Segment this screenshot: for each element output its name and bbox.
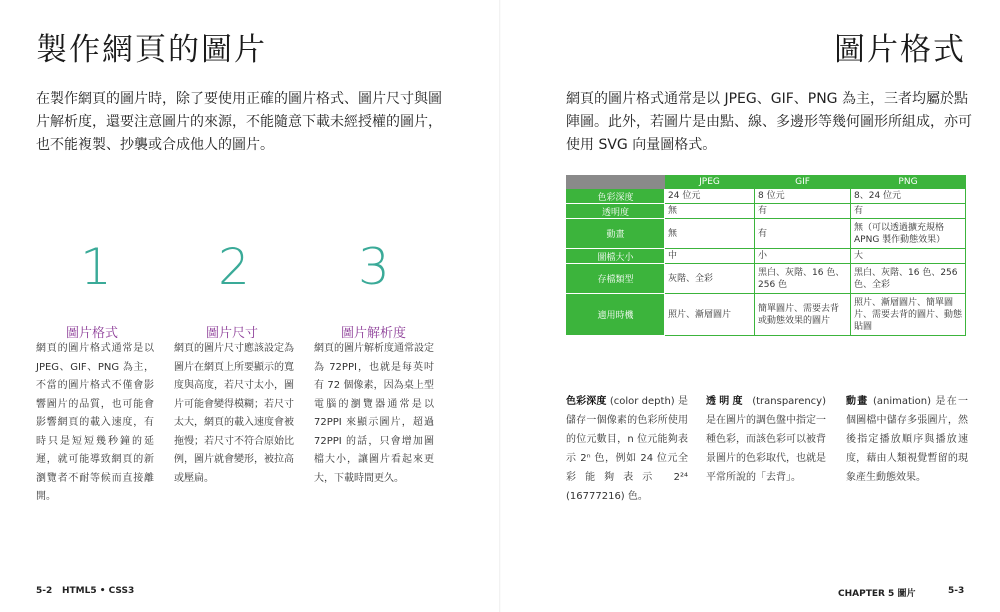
table-cell: 大 bbox=[851, 249, 966, 264]
column-number-1: 1 bbox=[80, 238, 112, 296]
table-cell: 8、24 位元 bbox=[851, 189, 966, 204]
column-heading-format: 圖片格式 bbox=[66, 326, 119, 341]
table-cell: 有 bbox=[755, 204, 851, 219]
column-number-2: 2 bbox=[218, 238, 250, 296]
intro-paragraph-right: 網頁的圖片格式通常是以 JPEG、GIF、PNG 為主，三者均屬於點陣圖。此外，若圖片是由點、線、多邊形等幾何圖形所組成，亦可使用 SVG 向量圖格式。 bbox=[566, 91, 972, 153]
table-cell: 黑白、灰階、16 色、256 色、全彩 bbox=[851, 264, 966, 294]
note-text: (color depth) 是儲存一個像素的色彩所使用的位元數目，n 位元能夠表示 2ⁿ 色，例如 24 位元全彩能夠表示 2²⁴ (16777216) 色。 bbox=[566, 396, 688, 502]
table-row bbox=[567, 249, 966, 264]
table-header-row bbox=[567, 176, 966, 189]
table-row bbox=[567, 204, 966, 219]
table-cell: 8 位元 bbox=[755, 189, 851, 204]
table-header-cell: PNG bbox=[851, 176, 966, 189]
column-number-3: 3 bbox=[358, 238, 390, 296]
note-transparency bbox=[706, 392, 826, 487]
table-row-label: 動畫 bbox=[567, 219, 665, 249]
table-cell: 照片、漸層圖片、簡單圖片、需要去背的圖片、動態貼圖 bbox=[851, 294, 966, 336]
table-row-label: 圖檔大小 bbox=[567, 249, 665, 264]
table-cell: 無 bbox=[665, 219, 755, 249]
note-text: (transparency) 是在圖片的調色盤中指定一種色彩，而該色彩可以被背景圖片的色彩取代，也就是平常所說的「去背」。 bbox=[706, 396, 827, 483]
page-title-left: 製作網頁的圖片 bbox=[36, 32, 267, 68]
table-row-label: 適用時機 bbox=[567, 294, 665, 336]
note-term: 色彩深度 bbox=[566, 396, 607, 407]
footer-page-number-right: 5-3 bbox=[948, 586, 965, 596]
table-cell: 中 bbox=[665, 249, 755, 264]
column-text-format: 網頁的圖片格式通常是以JPEG、GIF、PNG 為主，不當的圖片格式不僅會影響圖片的品質，也可能會影響網頁的載入速度，有時只是短短幾秒鐘的延遲，就可能導致網頁的新瀏覽者不耐等候而直接離開。 bbox=[36, 343, 154, 502]
footer-chapter: CHAPTER 5 圖片 bbox=[838, 589, 916, 599]
note-term: 透明度 bbox=[706, 396, 746, 407]
note-color-depth bbox=[566, 392, 688, 506]
column-text-size: 網頁的圖片尺寸應該設定為圖片在網頁上所要顯示的寬度與高度，若尺寸太小，圖片可能會變得模糊；若尺寸太大，網頁的載入速度會被拖慢；若尺寸不符合原始比例，圖片就會變形，被拉高或壓扁。 bbox=[174, 343, 294, 484]
intro-paragraph-left: 在製作網頁的圖片時，除了要使用正確的圖片格式、圖片尺寸與圖片解析度，還要注意圖片的來源，不能隨意下載未經授權的圖片，也不能複製、抄襲或合成他人的圖片。 bbox=[36, 91, 442, 153]
table-row-label: 透明度 bbox=[567, 204, 665, 219]
table-row bbox=[567, 189, 966, 204]
table-cell: 有 bbox=[755, 219, 851, 249]
image-format-table bbox=[566, 175, 966, 336]
table-cell: 24 位元 bbox=[665, 189, 755, 204]
table-cell: 無（可以透過擴充規格 APNG 製作動態效果） bbox=[851, 219, 966, 249]
table-row bbox=[567, 219, 966, 249]
table-cell: 灰階、全彩 bbox=[665, 264, 755, 294]
table-header-cell: JPEG bbox=[665, 176, 755, 189]
table-row-label: 存檔類型 bbox=[567, 264, 665, 294]
table-cell: 有 bbox=[851, 204, 966, 219]
table-header-cell: GIF bbox=[755, 176, 851, 189]
table-cell: 簡單圖片、需要去背或動態效果的圖片 bbox=[755, 294, 851, 336]
table-row bbox=[567, 264, 966, 294]
column-heading-size: 圖片尺寸 bbox=[206, 326, 259, 341]
table-cell: 黑白、灰階、16 色、256 色 bbox=[755, 264, 851, 294]
table-row bbox=[567, 294, 966, 336]
table-row-label: 色彩深度 bbox=[567, 189, 665, 204]
note-animation bbox=[846, 392, 968, 487]
table-corner-cell bbox=[567, 176, 665, 189]
table-cell: 無 bbox=[665, 204, 755, 219]
column-text-resolution: 網頁的圖片解析度通常設定為 72PPI，也就是每英吋有 72 個像素，因為桌上型電腦的瀏覽器通常是以 72PPI 來顯示圖片，超過 72PPI 的話，只會增加圖檔大小，讓圖片看起來更大，下載時間更久。 bbox=[314, 343, 434, 484]
footer-page-number-left: 5-2 bbox=[36, 586, 53, 596]
right-page bbox=[500, 0, 1000, 612]
table-cell: 小 bbox=[755, 249, 851, 264]
footer-book-title: HTML5 • CSS3 bbox=[62, 586, 135, 596]
table-cell: 照片、漸層圖片 bbox=[665, 294, 755, 336]
column-heading-resolution: 圖片解析度 bbox=[341, 326, 407, 341]
page-title-right: 圖片格式 bbox=[834, 32, 966, 68]
note-term: 動畫 bbox=[846, 396, 869, 407]
note-text: (animation) 是在一個圖檔中儲存多張圖片，然後指定播放順序與播放速度，藉由人類視覺暫留的現象產生動態效果。 bbox=[846, 396, 969, 483]
